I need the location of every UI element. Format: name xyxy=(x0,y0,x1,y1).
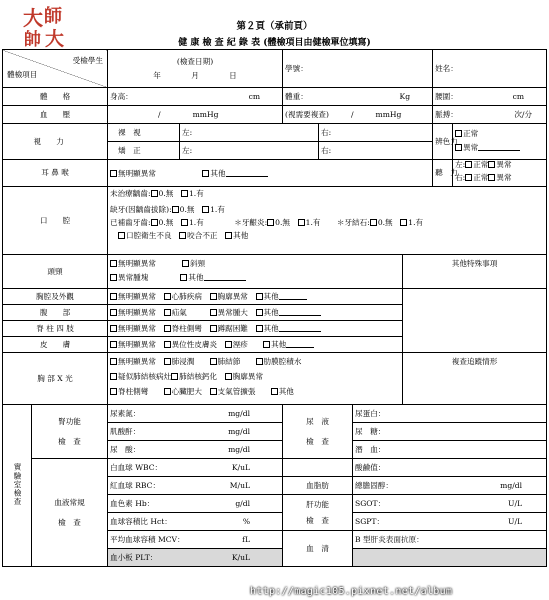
bp-field[interactable]: / mmHg xyxy=(108,106,283,124)
page-number: 第２頁（承前頁） xyxy=(236,21,313,32)
hbsag-field[interactable]: B 型肝炎表面抗原： xyxy=(353,531,547,549)
mcv-field[interactable]: 平均血球容積 MCV： fL xyxy=(108,531,283,549)
lipid-label: 血脂肪 xyxy=(283,477,353,495)
svg-text:大: 大 xyxy=(23,6,43,30)
build-label: 體 格 xyxy=(3,88,108,106)
student-id-field[interactable]: 學號： xyxy=(283,50,433,88)
urine-protein-field[interactable]: 尿蛋白： xyxy=(353,405,547,423)
lab-label: 實驗室檢查 xyxy=(3,405,32,567)
svg-text:帥: 帥 xyxy=(24,30,41,50)
urine-sugar-field[interactable]: 尿 糖： xyxy=(353,423,547,441)
abdomen-options[interactable]: 無明顯異常 疝氣 異常腫大 其他 xyxy=(108,305,403,321)
neck-label: 頭頸 xyxy=(3,255,108,289)
hearing-label: 聽 力 xyxy=(433,160,453,187)
follow-up-label: 複查追蹤情形 xyxy=(403,353,547,405)
xray-label: 胸 部 X 光 xyxy=(3,353,108,405)
kidney-label: 腎功能 檢 查 xyxy=(32,405,108,459)
serum-label: 血 清 xyxy=(283,531,353,567)
oral-label: 口 腔 xyxy=(3,187,108,255)
creatinine-field[interactable]: 肌酸酐： mg/dl xyxy=(108,423,283,441)
vision-label: 視 力 xyxy=(32,124,108,160)
svg-text:師: 師 xyxy=(44,6,62,27)
pulse-field[interactable]: 脈搏： 次/分 xyxy=(433,106,547,124)
sgpt-field[interactable]: SGPT： U/L xyxy=(353,513,547,531)
abdomen-label: 腹 部 xyxy=(3,305,108,321)
checkbox-icon xyxy=(455,130,462,137)
corrected-label: 矯 正 xyxy=(108,142,180,160)
bp-recheck-field[interactable]: (視需要複查) / mmHg xyxy=(283,106,433,124)
wbc-field[interactable]: 白血球 WBC： K/uL xyxy=(108,459,283,477)
xray-options[interactable]: 無明顯異常 肺浸潤 肺結節 肋膜腔積水 疑似肺結核病灶 肺結核鈣化 胸廓異常 脊柱側彎 心臟肥大 支氣管擴張 其他 xyxy=(108,353,403,405)
hct-field[interactable]: 血球容積比 Hct： % xyxy=(108,513,283,531)
ent-options[interactable]: 無明顯異常 其他 xyxy=(108,160,433,187)
naked-right-field[interactable]: 右: xyxy=(319,124,433,142)
svg-text:大: 大 xyxy=(45,28,65,50)
height-field[interactable]: 身高： cm xyxy=(108,88,283,106)
ent-label: 耳 鼻 喉 xyxy=(3,160,108,187)
spine-options[interactable]: 無明顯異常 脊柱側彎 蹲踞困難 其他 xyxy=(108,321,403,337)
oral-options[interactable]: 未治療齲齒: 0.無 1.有 缺牙(因齲齒拔除): 0.無 1.有 已補齒牙齒: 0.無 1.有 ＊牙齦炎: 0.無 1.有 ＊牙結石: 0.無 1.有 口腔衛生不良 咬合不正 其他 xyxy=(108,187,547,255)
blood-routine-label: 血液常規 檢 查 xyxy=(32,459,108,567)
color-vision-options[interactable]: 正常 異常 xyxy=(453,124,547,160)
uric-acid-field[interactable]: 尿 酸： mg/dl xyxy=(108,441,283,459)
bp-label: 血 壓 xyxy=(3,106,108,124)
checkbox-icon xyxy=(202,170,209,177)
header-corner: 受檢學生 體檢項目 xyxy=(3,50,108,88)
weight-field[interactable]: 體重： Kg xyxy=(283,88,433,106)
name-field[interactable]: 姓名： xyxy=(433,50,547,88)
checkbox-icon xyxy=(110,170,117,177)
plt-field[interactable]: 血小板 PLT： K/uL xyxy=(108,549,283,567)
chest-label: 胸腔及外觀 xyxy=(3,289,108,305)
ph-field[interactable]: 酸鹼值： xyxy=(353,459,547,477)
checkbox-icon xyxy=(455,144,462,151)
hb-field[interactable]: 血色素 Hb： g/dl xyxy=(108,495,283,513)
watermark: http://magic105.pixnet.net/album xyxy=(250,586,453,597)
special-notes-label: 其他特殊事項 xyxy=(403,255,547,289)
waist-field[interactable]: 腰圍： cm xyxy=(433,88,547,106)
color-vision-label: 辨色力 xyxy=(433,124,453,160)
naked-eye-label: 裸 視 xyxy=(108,124,180,142)
liver-label: 肝功能 檢 查 xyxy=(283,495,353,531)
urine-label: 尿 液 檢 查 xyxy=(283,405,353,459)
hearing-options[interactable]: 左: 正常 異常 右: 正常 異常 xyxy=(453,160,547,187)
naked-left-field[interactable]: 左: xyxy=(180,124,319,142)
neck-options[interactable]: 無明顯異常 斜頸 異常腫塊 其他 xyxy=(108,255,403,289)
health-record-table xyxy=(2,49,547,567)
occult-blood-field[interactable]: 潛 血： xyxy=(353,441,547,459)
rbc-field[interactable]: 紅血球 RBC： M/uL xyxy=(108,477,283,495)
corrected-left-field[interactable]: 左: xyxy=(180,142,319,160)
exam-date[interactable]: (檢查日期) 年 月 日 xyxy=(108,50,283,88)
sgot-field[interactable]: SGOT： U/L xyxy=(353,495,547,513)
form-title: 健 康 檢 查 紀 錄 表 (體檢項目由健檢單位填寫) xyxy=(178,38,371,48)
skin-options[interactable]: 無明顯異常 異位性皮膚炎 溼疹 其他 xyxy=(108,337,403,353)
corrected-right-field[interactable]: 右: xyxy=(319,142,433,160)
chest-options[interactable]: 無明顯異常 心肺疾病 胸廓異常 其他 xyxy=(108,289,403,305)
spine-label: 脊 柱 四 肢 xyxy=(3,321,108,337)
cholesterol-field[interactable]: 總膽固醇： mg/dl xyxy=(353,477,547,495)
bun-field[interactable]: 尿素氮： mg/dl xyxy=(108,405,283,423)
skin-label: 皮 膚 xyxy=(3,337,108,353)
special-notes-field[interactable] xyxy=(403,289,547,353)
